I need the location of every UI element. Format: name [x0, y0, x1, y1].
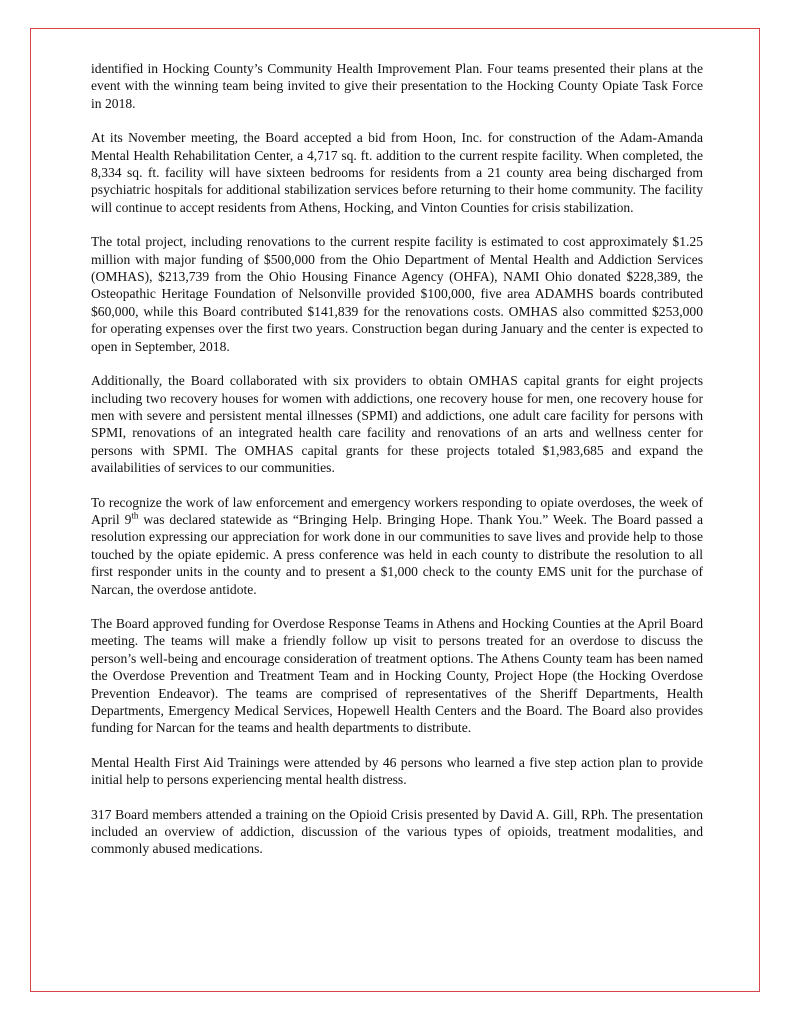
paragraph-overdose-response-teams: The Board approved funding for Overdose Response Teams in Athens and Hocking Counties at the April Board meeting. The teams will make a friendly follow up visit to persons treated for an overdose to discuss the person’s well-being and encourage consideration of treatment options. The Athens County team has been named the Overdose Prevention and Treatment Team and in Hocking County, Project Hope (the Hocking Overdose Prevention Endeavor). The teams are comprised of representatives of the Sheriff Departments, Health Departments, Emergency Medical Services, Hopewell Health Centers and the Board. The Board also provides funding for Narcan for the teams and health departments to distribute. [91, 615, 703, 736]
paragraph-thank-you-week-start: To recognize the work of law enforcement and emergency workers responding to opiate overdoses, the week of April 9 [91, 494, 703, 527]
paragraph-capital-grants: Additionally, the Board collaborated with six providers to obtain OMHAS capital grants for eight projects including two recovery houses for women with addictions, one recovery house for men, one recovery house for men with severe and persistent mental illnesses (SPMI) and addictions, one adult care facility for persons with SPMI, renovations of an integrated health care facility and renovations of an arts and wellness center for persons with SPMI. The OMHAS capital grants for these projects totaled $1,983,685 and expand the availabilities of services to our communities. [91, 373, 703, 476]
paragraph-first-aid-trainings: Mental Health First Aid Trainings were attended by 46 persons who learned a five step action plan to provide initial help to persons experiencing mental health distress. [91, 754, 703, 788]
paragraph-rehabilitation-center: At its November meeting, the Board accepted a bid from Hoon, Inc. for construction of the Adam-Amanda Mental Health Rehabilitation Center, a 4,717 sq. ft. addition to the current respite facility. When completed, the 8,334 sq. ft. facility will have sixteen bedrooms for residents from a 21 county area being discharged from psychiatric hospitals for additional stabilization services before returning to their home community. The facility will continue to accept residents from Athens, Hocking, and Vinton Counties for crisis stabilization. [91, 130, 703, 215]
paragraph-opioid-training: 317 Board members attended a training on the Opioid Crisis presented by David A. Gill, RPh. The presentation included an overview of addiction, discussion of the various types of opioids, treatment modalities, and commonly abused medications. [91, 806, 703, 857]
paragraph-project-funding: The total project, including renovations to the current respite facility is estimated to cost approximately $1.25 million with major funding of $500,000 from the Ohio Department of Mental Health and Addiction Services (OMHAS), $213,739 from the Ohio Housing Finance Agency (OHFA), NAMI Ohio donated $228,389, the Osteopathic Heritage Foundation of Nelsonville provided $100,000, five area ADAMHS boards contributed $60,000, while this Board contributed $141,839 for the renovations costs. OMHAS also committed $253,000 for operating expenses over the first two years. Construction began during January and the center is expected to open in September, 2018. [91, 234, 703, 354]
paragraph-thank-you-week-end: was declared statewide as “Bringing Help. Bringing Hope. Thank You.” Week. The Board passed a resolution expressing our appreciation for work done in our communities to save lives and provide help to those touched by the opiate epidemic. A press conference was held in each county to distribute the resolution to all first responder units in the county and to present a $1,000 check to the county EMS unit for the purchase of Narcan, the overdose antidote. [91, 511, 704, 597]
paragraph-task-force: identified in Hocking County’s Community Health Improvement Plan. Four teams presented their plans at the event with the winning team being invited to give their presentation to the Hocking County Opiate Task Force in 2018. [91, 61, 703, 111]
ordinal-suffix: th [131, 510, 139, 521]
paragraph-thank-you-week [91, 494, 703, 598]
document-body [91, 60, 703, 875]
